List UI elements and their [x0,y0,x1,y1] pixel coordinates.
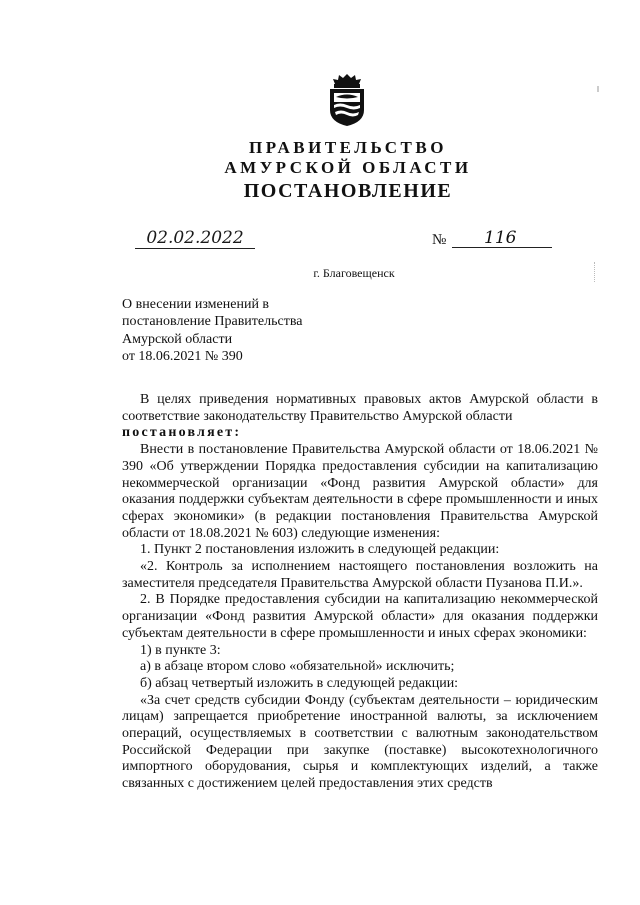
subject-line: постановление Правительства [122,314,303,330]
document-body [122,392,598,793]
body-paragraph: а) в абзаце втором слово «обязательной» исключить; [140,659,455,675]
decree-word: постановляет: [122,425,242,441]
body-paragraph: Внести в постановление Правительства Амурской области от 18.06.2021 № 390 «Об утверждении Порядка предоставления субсидии на капитализацию некоммерческой организации «Фонд развития Амурской области» для оказания поддержки субъектам деятельности в сфере промышленности и иных сферах экономики» (в редакции постановления Правительства Амурской области от 18.08.2021 № 603) следующие изменения: [122,442,598,541]
body-paragraph: «2. Контроль за исполнением настоящего постановления возложить на заместителя председателя Правительства Амурской области Пузанова П.И.». [122,559,598,591]
subject-line: от 18.06.2021 № 390 [122,348,243,364]
number-label: № [432,232,447,248]
coat-of-arms-emblem [326,72,368,128]
body-paragraph: б) абзац четвертый изложить в следующей редакции: [140,675,459,691]
document-number: 116 [452,228,552,248]
subject-line: О внесении изменений в [122,297,270,312]
document-date: 02.02.2022 [135,228,255,249]
document-type-title: ПОСТАНОВЛЕНИЕ [243,180,453,202]
region-title: АМУРСКОЙ ОБЛАСТИ [224,158,472,177]
body-paragraph: 1. Пункт 2 постановления изложить в следующей редакции: [140,542,500,558]
subject-line: Амурской области [122,331,233,347]
body-paragraph: 1) в пункте 3: [140,642,221,658]
body-paragraph: 2. В Порядке предоставления субсидии на капитализацию некоммерческой организации «Фонд развития Амурской области» для оказания поддержки субъектам деятельности в сфере промышленности и иных сферах экономики: [122,592,598,641]
government-title: ПРАВИТЕЛЬСТВО [249,138,447,157]
city-name: г. Благовещенск [313,266,395,280]
document-subject [122,296,302,365]
scan-artifact [597,86,599,92]
preamble-paragraph: В целях приведения нормативных правовых актов Амурской области в соответствие законодательству Правительство Амурской области [122,392,598,424]
body-paragraph: «За счет средств субсидии Фонду (субъектам деятельности – юридическим лицам) запрещается приобретение иностранной валюты, за исключением операций, осуществляемых в соответствии с валютным законодательством Российской Федерации при закупке (поставке) высокотехнологичного импортного оборудования, сырья и комплектующих изделий, а также связанных с достижением целей предоставления этих средств [122,692,598,792]
scan-artifact [594,262,597,282]
